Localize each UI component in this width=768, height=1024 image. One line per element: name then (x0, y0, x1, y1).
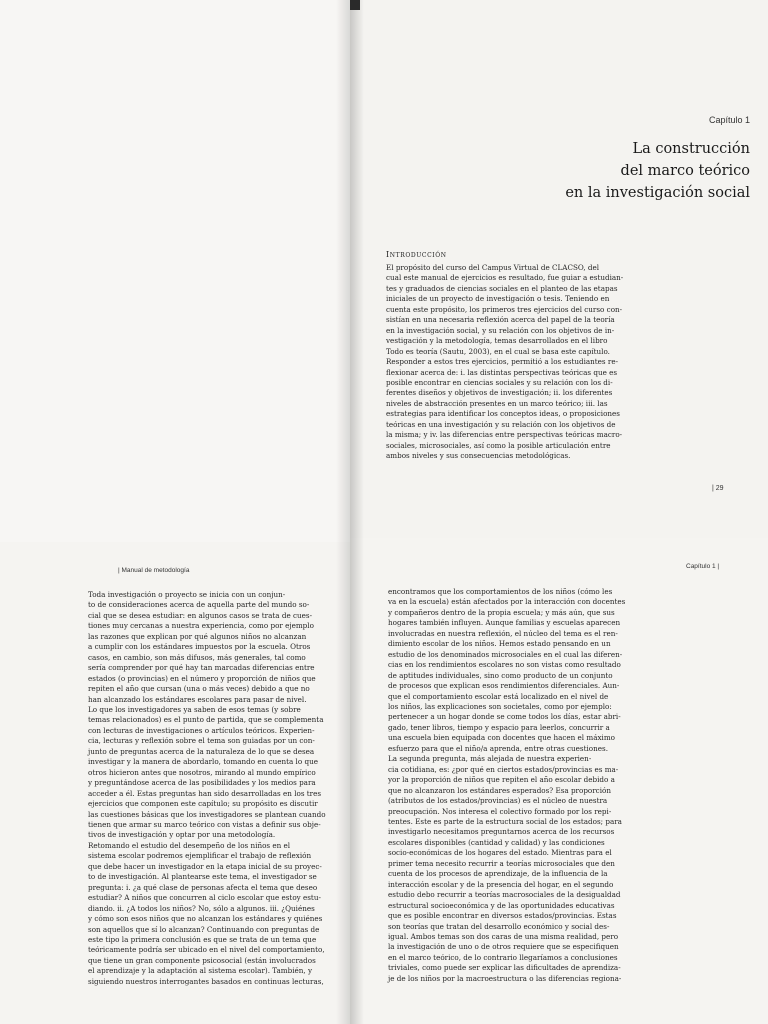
intro-paragraph: El propósito del curso del Campus Virtual de CLACSO, del cual este manual de ejercicios es resultado, fue guiar a estudian- tes y graduados de ciencias sociales en el planteo de las etapas iniciales de un proyecto de investigación o tesis. Teniendo en cuenta este propósito, los primeros tres ejercicios del curso con- sistían en una necesaria reflexión acerca del papel de la teoría en la investigación social, y su relación con los objetivos de in- vestigación y la metodología, temas desarrollados en el libro Todo es teoría (Sautu, 2003), en el cual se basa este capítulo. Responder a estos tres ejercicios, permitió a los estudiantes re- flexionar acerca de: i. las distintas perspectivas teóricas que es posible encontrar en ciencias sociales y su relación con los di- ferentes diseños y objetivos de investigación; ii. los diferentes niveles de abstracción presentes en un marco teórico; iii. las estrategias para identificar los conceptos ideas, o proposiciones teóricas en una investigación y su relación con los objetivos de la misma; y iv. las diferencias entre perspectivas teóricas macro- sociales, microsociales, así como la posible articulación entre ambos niveles y sus consecuencias metodológicas. (386, 263, 624, 461)
chapter-title-line: del marco teórico (620, 163, 750, 179)
body-text: Toda investigación o proyecto se inicia con un conjun- to de consideraciones acerca de aquella parte del mundo so- cial que se desea estudiar: en algunos casos se trata de cues- tiones muy cercanas a nuestra experiencia, como por ejemplo las razones que explican por qué algunos niños no alcanzan a cumplir con los estándares impuestos por la escuela. Otros casos, en cambio, son más difusos, más generales, tal como sería comprender por qué hay tan marcadas diferencias entre estados (o provincias) en el número y proporción de niños que repiten el año que cursan (una o más veces) debido a que no han alcanzado los estándares escolares para pasar de nivel. Lo que los investigadores ya saben de esos temas (y sobre temas relacionados) es el punto de partida, que se complementa con lecturas de investigaciones o artículos teóricos. Experien- cia, lecturas y reflexión sobre el tema son guiadas por un con- junto de preguntas acerca de la naturaleza de lo que se desea investigar y la manera de abordarlo, tomando en cuenta lo que otros hicieron antes que nosotros, mirando al mundo empírico y preguntándose acerca de las posibilidades y los medios para acceder a él. Estas preguntas han sido desarrolladas en los tres ejercicios que componen este capítulo; su propósito es discutir las cuestiones básicas que los investigadores se plantean cuando tienen que armar su marco teórico con vistas a definir sus obje- tivos de investigación y optar por una metodología. Retomando el estudio del desempeño de los niños en el sistema escolar podremos ejemplificar el trabajo de reflexión que debe hacer un investigador en la etapa inicial de su proyec- to de investigación. Al plantearse este tema, el investigador se pregunta: i. ¿a qué clase de personas afecta el tema que deseo estudiar? A niños que concurren al ciclo escolar que estoy estu- diando. ii. ¿A todos los niños? No, sólo a algunos. iii. ¿Quiénes y cómo son esos niños que no alcanzan los estándares y quiénes son aquellos que sí lo alcanzan? Continuando con preguntas de este tipo la primera conclusión es que se trata de un tema que teóricamente podría ser ubicado en el nivel del comportamiento, que tiene un gran componente psicosocial (están involucrados el aprendizaje y la adaptación al sistema escolar). También, y siguiendo nuestros interrogantes basados en continuas lecturas, (88, 590, 326, 986)
chapter-title (390, 138, 750, 204)
gutter-shadow (336, 0, 350, 542)
section-heading: Introducción (386, 250, 447, 259)
gutter-shadow (350, 0, 364, 538)
page-number: | 29 (712, 485, 724, 492)
page-29 (350, 0, 768, 538)
chapter-label: Capítulo 1 (708, 115, 750, 125)
gutter-shadow (336, 542, 350, 1024)
blank-page-top-left (0, 0, 350, 542)
scan-edge (350, 0, 360, 10)
page-chapter-right (350, 538, 768, 1024)
running-head: Capítulo 1 | (686, 563, 720, 570)
body-text: encontramos que los comportamientos de los niños (cómo les va en la escuela) están afectados por la interacción con docentes y compañeros dentro de la propia escuela; y más aún, que sus hogares también influyen. Aunque familias y escuelas aparecen involucradas en nuestra reflexión, el núcleo del tema es el ren- dimiento escolar de los niños. Hemos estado pensando en un estudio de los denominados microsociales en el cual las diferen- cias en los rendimientos escolares no son vistas como resultado de aptitudes individuales, sino como producto de un conjunto de procesos que explican esos rendimientos diferenciales. Aun- que el comportamiento escolar está localizado en el nivel de los niños, las explicaciones son societales, como por ejemplo: pertenecer a un hogar donde se come todos los días, estar abri- gado, tener libros, tiempo y espacio para leerlos, concurrir a una escuela bien equipada con docentes que hacen el máximo esfuerzo para que el niño/a aprenda, entre otras cuestiones. La segunda pregunta, más alejada de nuestra experien- cia cotidiana, es: ¿por qué en ciertos estados/provincias es ma- yor la proporción de niños que repiten el año escolar debido a que no alcanzaron los estándares esperados? Esa proporción (atributos de los estados/provincias) es el núcleo de nuestra preocupación. Nos interesa el colectivo formado por los repi- tentes. Este es parte de la estructura social de los estados; para investigarlo necesitamos preguntarnos acerca de los recursos escolares disponibles (cantidad y calidad) y las condiciones socio-económicas de los hogares del estado. Mientras para el primer tema necesito recurrir a teorías microsociales que den cuenta de los procesos de aprendizaje, de la influencia de la interacción escolar y de la presencia del hogar, en el segundo estudio debo recurrir a teorías macrosociales de la desigualdad estructural socioeconómica y de las oportunidades educativas que es posible encontrar en diversos estados/provincias. Estas son teorías que tratan del desarrollo económico y social des- igual. Ambos temas son dos caras de una misma realidad, pero la investigación de uno o de otros requiere que se especifiquen en el marco teórico, de lo contrario llegaríamos a conclusiones triviales, como puede ser explicar las dificultades de aprendiza- je de los niños por la macroestructura o las diferencias regiona- (388, 587, 626, 983)
running-head: | Manual de metodología (118, 567, 190, 574)
page-manual-left (0, 542, 350, 1024)
gutter-shadow (350, 538, 364, 1024)
chapter-title-line: en la investigación social (565, 185, 750, 201)
chapter-title-line: La construcción (632, 141, 750, 157)
